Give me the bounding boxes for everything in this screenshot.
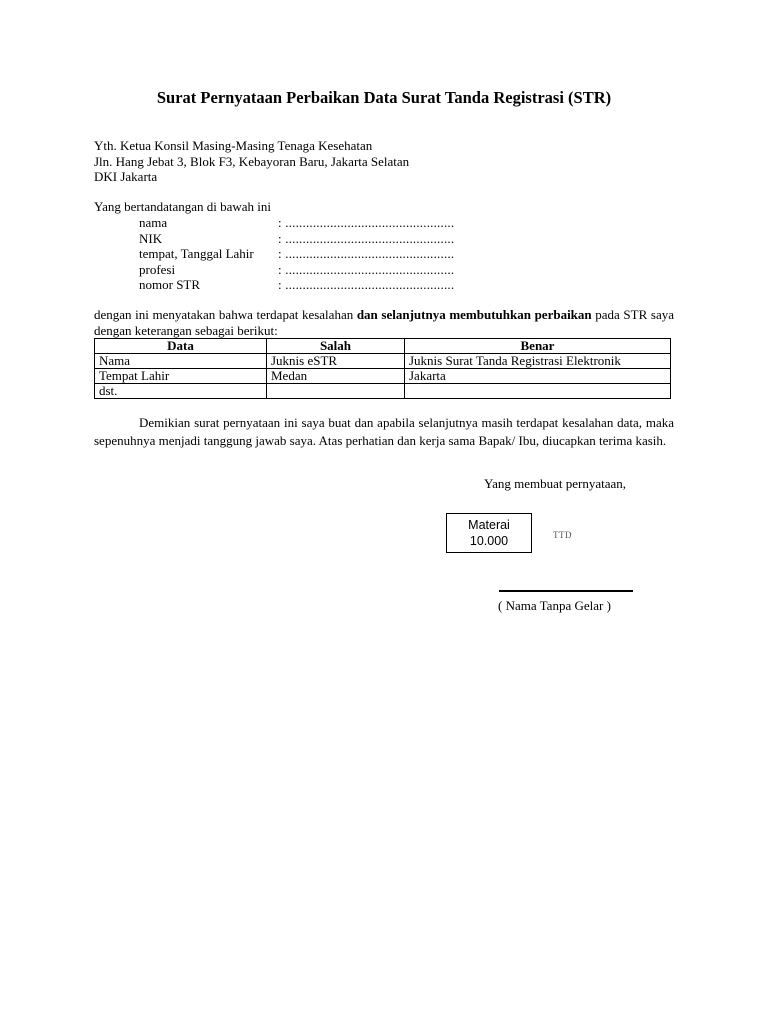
table-cell: Juknis Surat Tanda Registrasi Elektronik bbox=[405, 354, 671, 369]
recipient-line: DKI Jakarta bbox=[94, 169, 158, 184]
recipient-line: Yth. Ketua Konsil Masing-Masing Tenaga Kesehatan bbox=[94, 138, 373, 153]
table-cell: Tempat Lahir bbox=[95, 369, 267, 384]
table-cell: Nama bbox=[95, 354, 267, 369]
field-label: tempat, Tanggal Lahir bbox=[139, 246, 254, 261]
recipient-address bbox=[94, 138, 409, 185]
stamp-label: Materai bbox=[468, 518, 510, 532]
table-row bbox=[95, 369, 671, 384]
field-blank: : ................................................. bbox=[278, 215, 455, 230]
signature-intro: Yang membuat pernyataan, bbox=[484, 476, 627, 491]
field-blank: : ................................................. bbox=[278, 246, 455, 261]
statement-bold-text: dan selanjutnya membutuhkan perbaikan bbox=[356, 307, 592, 322]
field-label: nama bbox=[139, 215, 168, 230]
field-label: nomor STR bbox=[139, 277, 201, 292]
table-cell: Medan bbox=[267, 369, 405, 384]
correction-table bbox=[94, 338, 671, 399]
column-header-benar: Benar bbox=[405, 339, 671, 354]
intro-text: Yang bertandatangan di bawah ini bbox=[94, 199, 272, 214]
field-blank: : ................................................. bbox=[278, 230, 455, 246]
signature-line bbox=[499, 590, 633, 592]
field-row-profesi bbox=[139, 262, 454, 278]
closing-paragraph: Demikian surat pernyataan ini saya buat dan apabila selanjutnya masih terdapat kesalahan data, maka sepenuhnya menjadi tanggung jawab saya. Atas perhatian dan kerja sama Bapak/ Ibu, diucapkan terima kasih. bbox=[94, 415, 674, 448]
table-cell bbox=[267, 384, 405, 399]
table-row bbox=[95, 354, 671, 369]
table-header-row bbox=[95, 339, 671, 354]
table-cell: Juknis eSTR bbox=[267, 354, 405, 369]
statement-text: dengan ini menyatakan bahwa terdapat kesalahan bbox=[94, 307, 357, 322]
field-row-str bbox=[139, 277, 454, 293]
field-row-nik bbox=[139, 231, 454, 247]
field-label: NIK bbox=[139, 230, 163, 246]
table-cell: dst. bbox=[95, 384, 267, 399]
field-blank: : ................................................. bbox=[278, 277, 455, 292]
table-cell: Jakarta bbox=[405, 369, 671, 384]
identity-fields bbox=[139, 215, 454, 293]
stamp-duty-box bbox=[446, 513, 532, 553]
table-cell bbox=[405, 384, 671, 399]
field-row-birth bbox=[139, 246, 454, 262]
statement-text: pada STR saya dengan keterangan sebagai berikut: bbox=[94, 307, 674, 338]
signature-mark: TTD bbox=[553, 530, 572, 540]
statement-paragraph bbox=[94, 307, 674, 338]
field-row-nama bbox=[139, 215, 454, 231]
recipient-line: Jln. Hang Jebat 3, Blok F3, Kebayoran Baru, Jakarta Selatan bbox=[94, 153, 410, 169]
stamp-value: 10.000 bbox=[469, 534, 509, 548]
field-label: profesi bbox=[139, 261, 176, 277]
field-blank: : ................................................. bbox=[278, 261, 455, 277]
column-header-salah: Salah bbox=[267, 339, 405, 354]
page-title: Surat Pernyataan Perbaikan Data Surat Tanda Registrasi (STR) bbox=[156, 88, 612, 107]
column-header-data: Data bbox=[95, 339, 267, 354]
table-row bbox=[95, 384, 671, 399]
signer-name: ( Nama Tanpa Gelar ) bbox=[498, 598, 611, 613]
